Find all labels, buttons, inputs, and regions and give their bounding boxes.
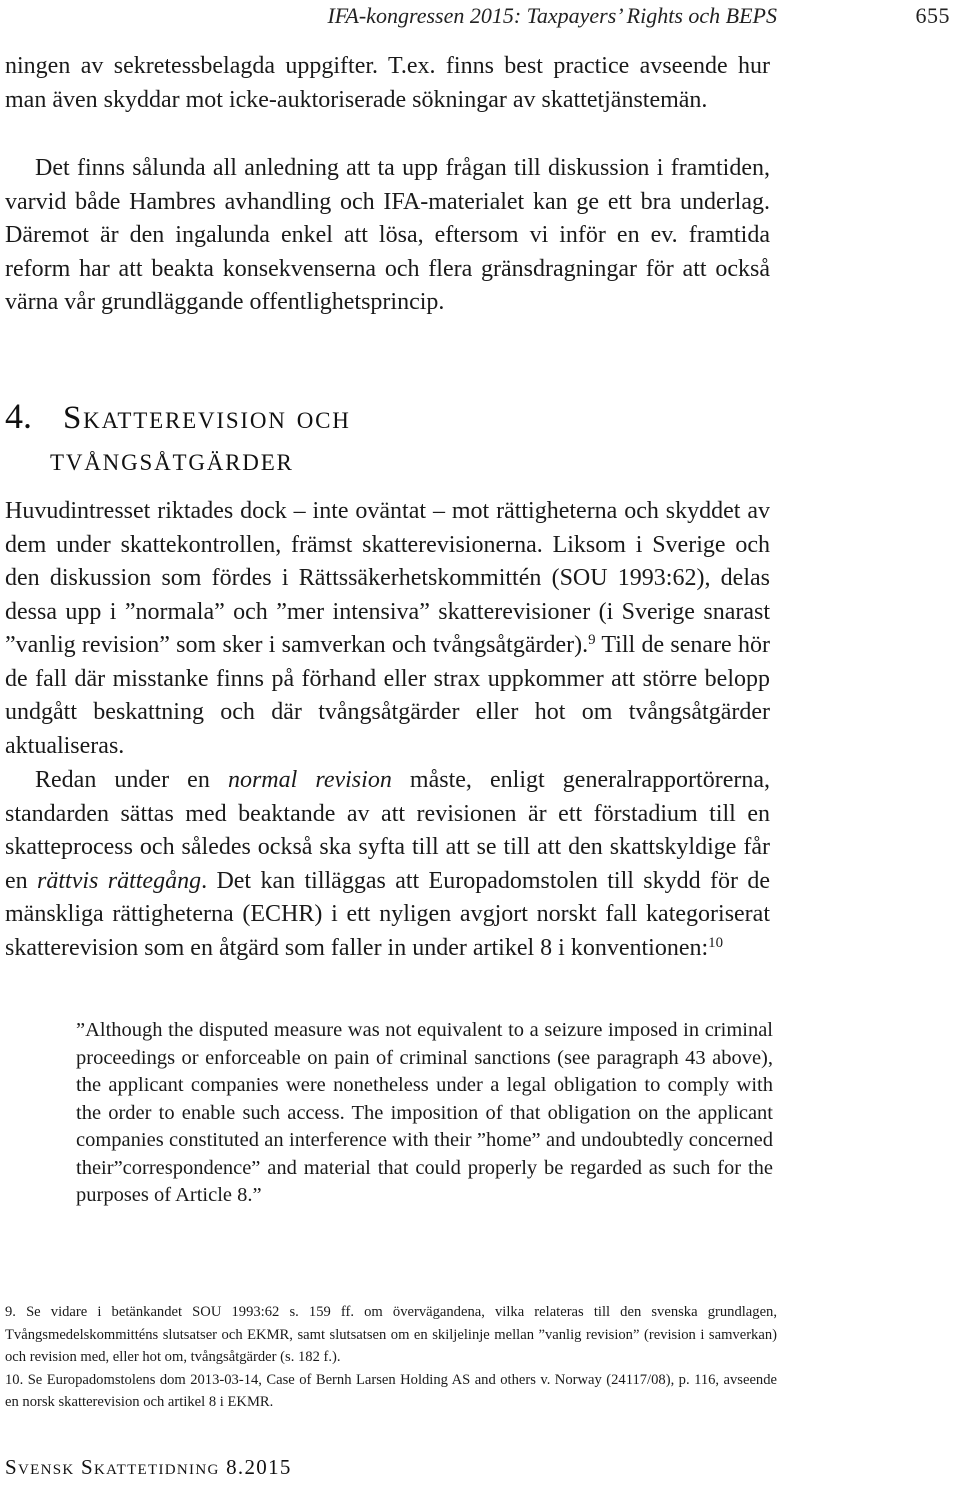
body-paragraph-1: Huvudintresset riktades dock – inte oväntat – mot rättigheterna och skyddet av dem under skattekontrollen, främst skatterevisionerna. Liksom i Sverige och den diskussion som fördes i Rättssäkerhetskommittén (SOU 1993:62), delas dessa upp i ”normala” och ”mer intensiva” skatterevisioner (i Sverige snarast ”vanlig revision” som sker i samverkan och tvångsåtgärder).$^9$ Till de senare hör de fall där misstanke finns på förhand eller strax uppkommer att större belopp undgått beskattning och där tvångsåtgärder eller hot om tvångsåtgärder aktualiseras. [5,498,770,759]
footnote-ref-10[interactable]: 10 [708,934,724,951]
running-title: IFA-kongressen 2015: Taxpayers’ Rights och BEPS [327,3,777,28]
intro-paragraph-continued: ningen av sekretessbelagda uppgifter. T.ex. finns best practice avseende hur man även skyddar mot icke-auktoriserade sökningar av skattetjänstemän. [5,53,770,113]
footnote-9: 9. Se vidare i betänkandet SOU 1993:62 s. 159 ff. om övervägandena, vilka relateras till den svenska grundlagen, Tvångsmedelskommitténs slutsatser och EKMR, samt slutsatsen om en skiljelinje mellan ”vanlig revision” (revision i samverkan) och revision med, eller hot om, tvångsåtgärder (s. 182 f.). [5,1304,777,1365]
emphasis-normal-revision: normal revision [227,767,392,793]
intro-paragraph: Det finns sålunda all anledning att ta upp frågan till diskussion i framtiden, varvid både Hambres avhandling och IFA-materialet kan ge ett bra underlag. Däremot är den ingalunda enkel att lösa, eftersom vi inför en ev. framtida reform har att beakta konsekvenserna och flera gränsdragningar för att också värna vår grundläggande offentlighetsprincip. [5,155,770,315]
footnotes [5,1301,777,1414]
body-paragraph-2: Redan under en normal revision måste, enligt generalrapportörerna, standarden sättas med beaktande av att revisionen är ett förstadium till en skatteprocess och således också ska syfta till att se till att den skattskyldige får en rättvis rättegång. Det kan tilläggas att Europadomstolen till skydd för de mänskliga rättigheterna (ECHR) i ett nyligen avgjort norskt fall kategoriserat skatterevision som en åtgärd som faller in under artikel 8 i konventionen:$^{10}$ [5,767,770,961]
page-number: 655 [915,3,950,28]
section-title-line1: Skatterevision och [63,400,351,436]
block-quote: ”Although the disputed measure was not equivalent to a seizure imposed in criminal proceedings or enforceable on pain of criminal sanctions (see paragraph 43 above), the applicant companies were nonetheless under a legal obligation to comply with the order to enable such access. The imposition of that obligation on the applicant companies constituted an interference with their ”home” and undoubtedly concerned their”correspondence” and material that could properly be regarded as such for the purposes of Article 8.” [76,1019,773,1206]
footnote-10: 10. Se Europadomstolens dom 2013-03-14, Case of Bernh Larsen Holding AS and others v. Norway (24117/08), p. 116, avseende en norsk skatterevision och artikel 8 i EKMR. [5,1371,777,1410]
section-heading [5,395,705,481]
journal-footer: Svensk Skattetidning 8.2015 [5,1455,292,1479]
section-title-line2: tvångsåtgärder [50,442,294,478]
emphasis-rattvis-rattegang: rättvis rättegång [37,867,202,894]
footnote-ref-9[interactable]: 9 [588,631,596,648]
section-number: 4. [5,396,32,436]
